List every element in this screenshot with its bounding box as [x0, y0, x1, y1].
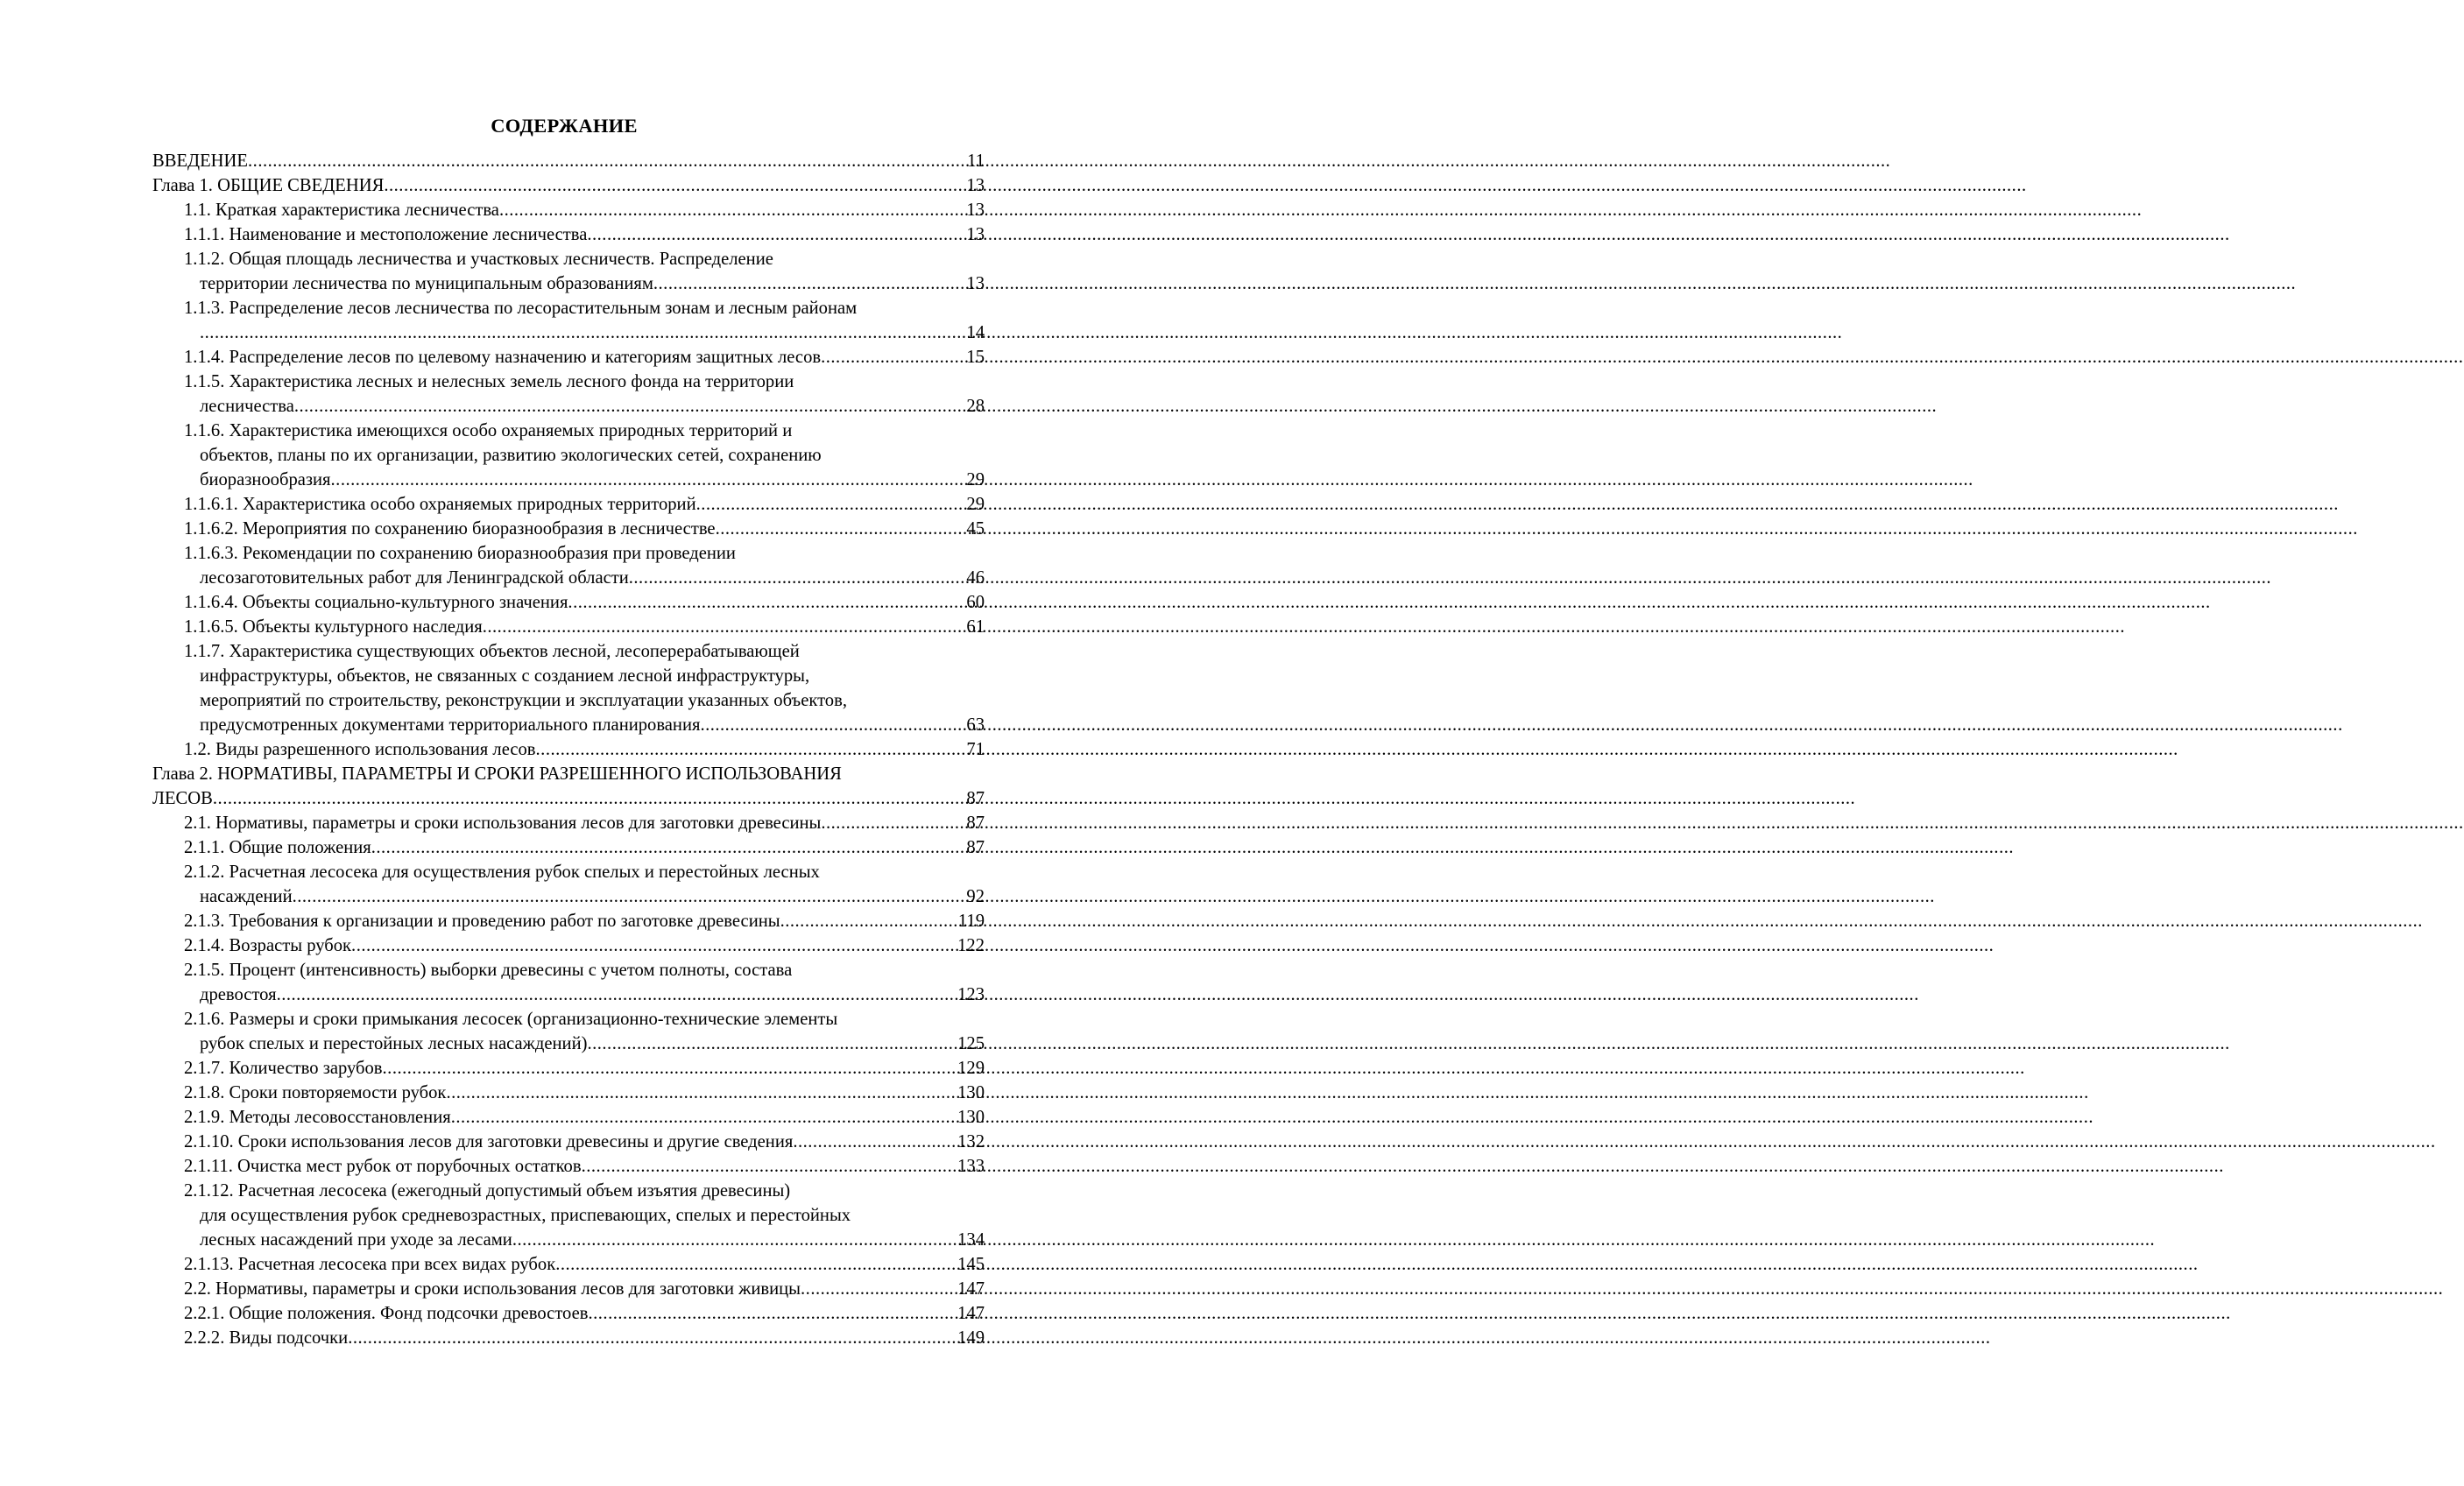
toc-entry-leader-line — [184, 1252, 985, 1277]
toc-entry-leader-line — [184, 1228, 985, 1252]
toc-entry — [152, 860, 985, 909]
toc-entry-title: 1.1.6.5. Объекты культурного наследия — [184, 617, 483, 637]
dot-leader — [700, 713, 966, 737]
dot-leader — [383, 1056, 958, 1081]
toc-entry — [152, 149, 985, 173]
toc-entry-title: территории лесничества по муниципальным образованиям — [200, 274, 653, 293]
toc-entry — [152, 517, 985, 541]
toc-page-number: 129 — [957, 1059, 985, 1078]
toc-page-number: 60 — [966, 593, 985, 612]
dot-leader — [331, 468, 967, 492]
toc-entry-leader-line — [184, 345, 985, 370]
toc-page-number: 133 — [957, 1157, 985, 1176]
toc-page-number: 134 — [957, 1230, 985, 1250]
toc-entry-title: ВВЕДЕНИЕ — [152, 151, 249, 171]
toc-entry-leader-line — [184, 1301, 985, 1326]
dot-leader — [483, 615, 967, 639]
toc-entry-title: 2.1.13. Расчетная лесосека при всех видах рубок — [184, 1255, 556, 1274]
toc-entry-leader-line — [184, 320, 985, 345]
toc-entry-title: биоразнообразия — [200, 470, 331, 489]
toc-entry — [152, 811, 985, 835]
toc-entry-leader-line — [184, 909, 985, 933]
toc-entry — [152, 1056, 985, 1081]
toc-entry-text-line: 1.1.5. Характеристика лесных и нелесных земель лесного фонда на территории — [184, 372, 794, 391]
toc-page-number: 119 — [957, 912, 985, 931]
toc-entry-title: 2.1.11. Очистка мест рубок от порубочных остатков — [184, 1157, 582, 1176]
toc-entry-text-line: мероприятий по строительству, реконструкции и эксплуатации указанных объектов, — [200, 691, 847, 710]
toc-entry — [152, 173, 985, 198]
dot-leader — [793, 1130, 957, 1154]
toc-entry-title: 1.1.1. Наименование и местоположение лесничества — [184, 225, 588, 244]
toc-entry-leader-line — [184, 492, 985, 517]
toc-entry-leader-line — [152, 786, 985, 811]
dot-leader — [200, 320, 966, 345]
toc-entry-title: 1.1.6.1. Характеристика особо охраняемых природных территорий — [184, 495, 696, 514]
toc-page-number: 45 — [966, 519, 985, 539]
toc-entry-leader-line — [184, 566, 985, 590]
dot-leader — [536, 737, 967, 762]
toc-entry-title: насаждений — [200, 887, 293, 906]
toc-entry — [152, 222, 985, 247]
toc-entry-text-line: 1.1.2. Общая площадь лесничества и участковых лесничеств. Распределение — [184, 250, 773, 269]
dot-leader — [555, 1252, 957, 1277]
toc-entry — [152, 590, 985, 615]
toc-page-number: 13 — [966, 201, 985, 220]
toc-entry-leader-line — [184, 1154, 985, 1179]
toc-entry-text-line: объектов, планы по их организации, развитию экологических сетей, сохранению — [200, 446, 822, 465]
toc-page-number: 92 — [966, 887, 985, 906]
dot-leader — [653, 271, 967, 296]
toc-entry — [152, 1081, 985, 1105]
toc-entry-title: 1.1. Краткая характеристика лесничества — [184, 201, 499, 220]
toc-entry-leader-line — [152, 173, 985, 198]
dot-leader — [780, 909, 958, 933]
dot-leader — [499, 198, 966, 222]
toc-entry — [152, 933, 985, 958]
toc-page-number: 125 — [957, 1034, 985, 1053]
toc-entry-leader-line — [184, 1032, 985, 1056]
toc-page-number: 63 — [966, 715, 985, 735]
toc-entry-text-line: 2.1.12. Расчетная лесосека (ежегодный допустимый объем изъятия древесины) — [184, 1181, 791, 1201]
dot-leader — [348, 1326, 957, 1350]
toc-page-number: 13 — [966, 274, 985, 293]
toc-entry-leader-line — [184, 933, 985, 958]
toc-entry — [152, 198, 985, 222]
toc-entry — [152, 1130, 985, 1154]
dot-leader — [294, 394, 967, 419]
toc-entry — [152, 835, 985, 860]
toc-page-number: 87 — [966, 789, 985, 808]
dot-leader — [384, 173, 966, 198]
toc-entry-text-line: 1.1.6. Характеристика имеющихся особо охраняемых природных территорий и — [184, 421, 793, 440]
toc-entry-leader-line — [184, 835, 985, 860]
toc-entry — [152, 1252, 985, 1277]
dot-leader — [801, 1277, 957, 1301]
toc-page-number: 14 — [966, 323, 985, 342]
toc-page-number: 87 — [966, 813, 985, 833]
toc-entry-title: древостоя — [200, 985, 277, 1004]
toc-entry — [152, 1007, 985, 1056]
page-title: СОДЕРЖАНИЕ — [491, 115, 638, 137]
toc-page-number: 122 — [957, 936, 985, 955]
dot-leader — [629, 566, 967, 590]
toc-entry-leader-line — [184, 271, 985, 296]
toc-entry-leader-line — [184, 590, 985, 615]
toc-entry — [152, 1277, 985, 1301]
toc-entry-leader-line — [152, 149, 985, 173]
dot-leader — [451, 1105, 957, 1130]
toc-page-number: 71 — [966, 740, 985, 759]
toc-page-number: 147 — [957, 1304, 985, 1323]
table-of-contents — [152, 149, 985, 1350]
dot-leader — [588, 1301, 957, 1326]
toc-entry-text-line: для осуществления рубок средневозрастных, приспевающих, спелых и перестойных — [200, 1206, 851, 1225]
toc-entry — [152, 1301, 985, 1326]
toc-entry-title: 1.1.6.2. Мероприятия по сохранению биоразнообразия в лесничестве — [184, 519, 716, 539]
toc-entry-leader-line — [184, 222, 985, 247]
dot-leader — [821, 345, 966, 370]
toc-entry — [152, 909, 985, 933]
toc-entry — [152, 345, 985, 370]
dot-leader — [351, 933, 957, 958]
toc-entry-title: 2.1.10. Сроки использования лесов для заготовки древесины и другие сведения — [184, 1132, 794, 1151]
toc-entry — [152, 958, 985, 1007]
toc-entry-leader-line — [184, 1056, 985, 1081]
toc-entry-leader-line — [184, 713, 985, 737]
dot-leader — [716, 517, 967, 541]
toc-entry-title: рубок спелых и перестойных лесных насаждений) — [200, 1034, 588, 1053]
toc-entry-leader-line — [184, 811, 985, 835]
dot-leader — [248, 149, 967, 173]
toc-entry-title: Глава 1. ОБЩИЕ СВЕДЕНИЯ — [152, 176, 385, 195]
toc-entry-title: 2.1.7. Количество зарубов — [184, 1059, 383, 1078]
toc-entry — [152, 1326, 985, 1350]
toc-entry — [152, 1105, 985, 1130]
toc-entry — [152, 1179, 985, 1252]
toc-entry-title: 2.2.2. Виды подсочки — [184, 1328, 349, 1348]
dot-leader — [371, 835, 967, 860]
toc-page-number: 132 — [957, 1132, 985, 1151]
toc-entry — [152, 370, 985, 419]
toc-entry-title: 2.1.8. Сроки повторяемости рубок — [184, 1083, 447, 1102]
toc-entry-leader-line — [184, 517, 985, 541]
toc-entry-text-line: 1.1.3. Распределение лесов лесничества по лесорастительным зонам и лесным районам — [184, 299, 858, 318]
toc-entry-leader-line — [184, 737, 985, 762]
toc-entry-title: лесных насаждений при уходе за лесами — [200, 1230, 512, 1250]
toc-page-number: 15 — [966, 348, 985, 367]
toc-entry-text-line: Глава 2. НОРМАТИВЫ, ПАРАМЕТРЫ И СРОКИ РАЗРЕШЕННОГО ИСПОЛЬЗОВАНИЯ — [152, 764, 842, 784]
dot-leader — [696, 492, 967, 517]
toc-entry-leader-line — [184, 394, 985, 419]
dot-leader — [213, 786, 967, 811]
toc-page-number: 11 — [967, 151, 985, 171]
toc-page-number: 29 — [966, 470, 985, 489]
toc-entry — [152, 1154, 985, 1179]
toc-page-number: 61 — [966, 617, 985, 637]
dot-leader — [512, 1228, 957, 1252]
toc-entry-title: 2.1.9. Методы лесовосстановления — [184, 1108, 451, 1127]
dot-leader — [446, 1081, 957, 1105]
toc-entry-leader-line — [184, 1105, 985, 1130]
toc-entry-leader-line — [184, 1277, 985, 1301]
toc-entry-title: 2.1. Нормативы, параметры и сроки использования лесов для заготовки древесины — [184, 813, 822, 833]
toc-entry-leader-line — [184, 1081, 985, 1105]
dot-leader — [568, 590, 966, 615]
toc-entry-text-line: 2.1.6. Размеры и сроки примыкания лесосек (организационно-технические элементы — [184, 1010, 838, 1029]
toc-entry-leader-line — [184, 982, 985, 1007]
toc-page-number: 149 — [957, 1328, 985, 1348]
toc-entry-title: лесозаготовительных работ для Ленинградской области — [200, 568, 629, 588]
dot-leader — [587, 222, 966, 247]
toc-entry-title: 2.1.4. Возрасты рубок — [184, 936, 352, 955]
toc-entry — [152, 492, 985, 517]
toc-entry-text-line: 1.1.6.3. Рекомендации по сохранению биоразнообразия при проведении — [184, 544, 736, 563]
toc-entry-title: 1.1.4. Распределение лесов по целевому назначению и категориям защитных лесов — [184, 348, 822, 367]
toc-page-number: 130 — [957, 1083, 985, 1102]
toc-entry-text-line: 1.1.7. Характеристика существующих объектов лесной, лесоперерабатывающей — [184, 642, 800, 661]
dot-leader — [293, 884, 967, 909]
toc-page-number: 46 — [966, 568, 985, 588]
toc-entry-text-line: 2.1.5. Процент (интенсивность) выборки древесины с учетом полноты, состава — [184, 961, 793, 980]
toc-entry-title: 2.1.3. Требования к организации и проведению работ по заготовке древесины — [184, 912, 780, 931]
toc-entry — [152, 737, 985, 762]
dot-leader — [821, 811, 966, 835]
toc-entry-leader-line — [184, 615, 985, 639]
toc-entry-title: ЛЕСОВ — [152, 789, 213, 808]
toc-entry — [152, 541, 985, 590]
toc-entry-leader-line — [184, 1326, 985, 1350]
toc-entry — [152, 296, 985, 345]
toc-page-number: 13 — [966, 176, 985, 195]
toc-entry — [152, 639, 985, 737]
toc-page-number: 123 — [957, 985, 985, 1004]
toc-entry-title: 2.2.1. Общие положения. Фонд подсочки древостоев — [184, 1304, 589, 1323]
toc-entry-text-line: инфраструктуры, объектов, не связанных с созданием лесной инфраструктуры, — [200, 666, 810, 686]
toc-page-number: 29 — [966, 495, 985, 514]
toc-entry-title: лесничества — [200, 397, 294, 416]
toc-page-number: 147 — [957, 1279, 985, 1299]
document-page — [0, 0, 1051, 1486]
toc-entry-leader-line — [184, 198, 985, 222]
toc-entry-leader-line — [184, 468, 985, 492]
toc-page-number: 28 — [966, 397, 985, 416]
toc-entry-title: 1.2. Виды разрешенного использования лесов — [184, 740, 536, 759]
dot-leader — [587, 1032, 957, 1056]
toc-entry-leader-line — [184, 1130, 985, 1154]
toc-entry-leader-line — [184, 884, 985, 909]
toc-page-number: 130 — [957, 1108, 985, 1127]
toc-entry — [152, 419, 985, 492]
toc-page-number: 13 — [966, 225, 985, 244]
toc-page-number: 87 — [966, 838, 985, 857]
toc-entry-title: предусмотренных документами территориального планирования — [200, 715, 701, 735]
toc-entry — [152, 247, 985, 296]
toc-entry-title: 2.2. Нормативы, параметры и сроки использования лесов для заготовки живицы — [184, 1279, 801, 1299]
toc-entry-text-line: 2.1.2. Расчетная лесосека для осуществления рубок спелых и перестойных лесных — [184, 863, 820, 882]
toc-entry — [152, 762, 985, 811]
toc-entry — [152, 615, 985, 639]
dot-leader — [277, 982, 958, 1007]
toc-entry-title: 1.1.6.4. Объекты социально-культурного значения — [184, 593, 568, 612]
toc-page-number: 145 — [957, 1255, 985, 1274]
dot-leader — [582, 1154, 958, 1179]
toc-entry-title: 2.1.1. Общие положения — [184, 838, 371, 857]
